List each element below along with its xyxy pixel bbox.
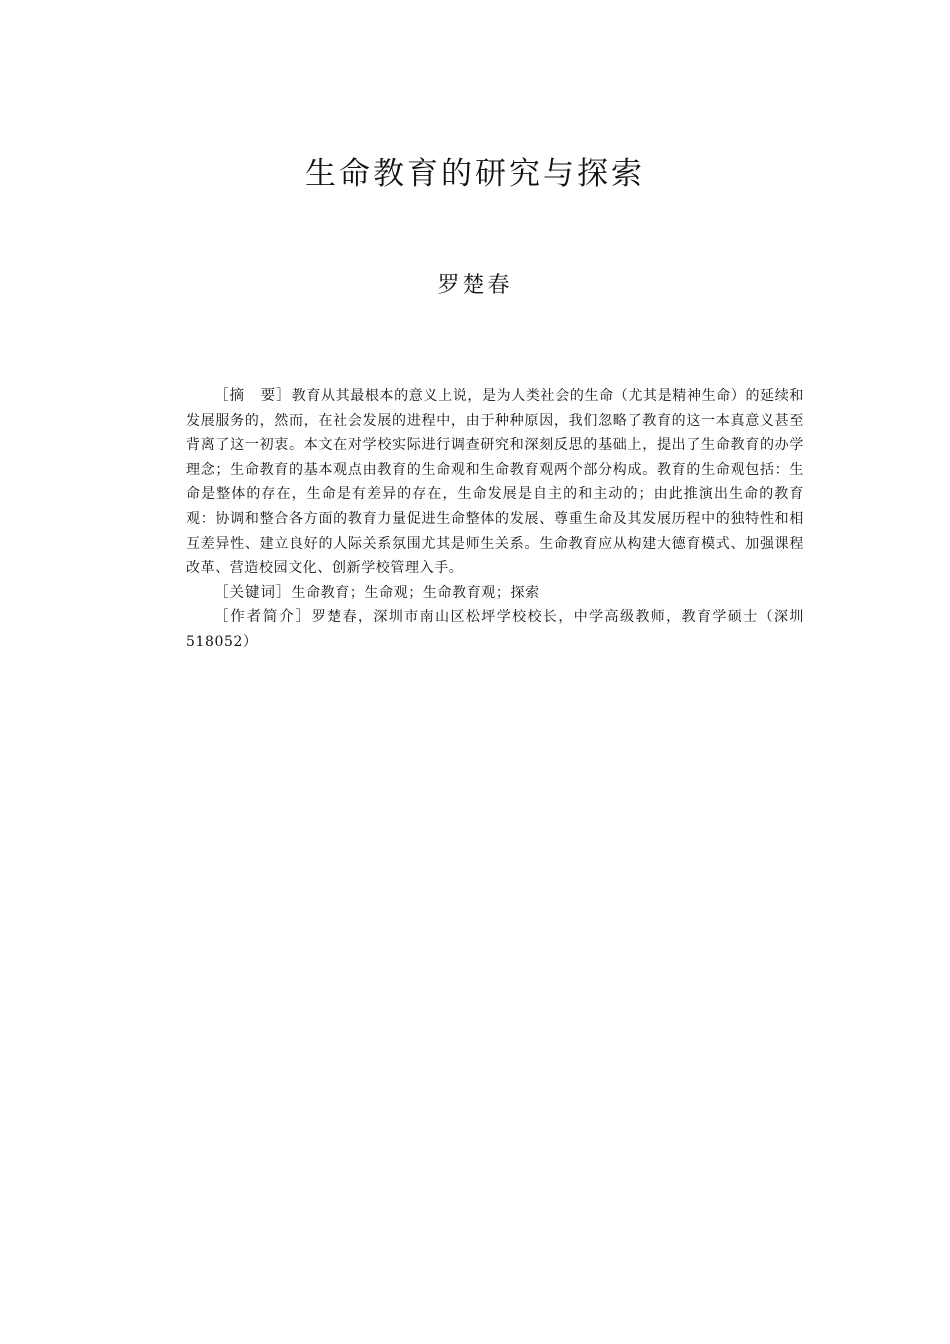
keywords-paragraph bbox=[186, 581, 804, 606]
paper-title: 生命教育的研究与探索 bbox=[305, 156, 645, 192]
abstract-paragraph bbox=[186, 384, 804, 581]
keywords-label: ［关键词］ bbox=[214, 584, 292, 601]
author-intro-paragraph bbox=[186, 605, 804, 654]
abstract-label: ［摘 要］ bbox=[214, 388, 292, 404]
keywords-text: 生命教育；生命观；生命教育观；探索 bbox=[291, 584, 540, 601]
author-intro-label: ［作者简介］ bbox=[214, 609, 312, 626]
author-name: 罗楚春 bbox=[437, 273, 513, 298]
abstract-text: 教育从其最根本的意义上说，是为人类社会的生命（尤其是精神生命）的延续和发展服务的，然而，在社会发展的进程中，由于种种原因，我们忽略了教育的这一本真意义甚至背离了这一初衷。本文在对学校实际进行调查研究和深刻反思的基础上，提出了生命教育的办学理念；生命教育的基本观点由教育的生命观和生命教育观两个部分构成。教育的生命观包括：生命是整体的存在，生命是有差异的存在，生命发展是自主的和主动的；由此推演出生命的教育观：协调和整合各方面的教育力量促进生命整体的发展、尊重生命及其发展历程中的独特性和相互差异性、建立良好的人际关系氛围尤其是师生关系。生命教育应从构建大德育模式、加强课程改革、营造校园文化、创新学校管理入手。 bbox=[186, 388, 805, 577]
author-intro-text: 罗楚春，深圳市南山区松坪学校校长，中学高级教师，教育学硕士（深圳 518052） bbox=[186, 609, 805, 650]
front-matter bbox=[186, 384, 804, 655]
